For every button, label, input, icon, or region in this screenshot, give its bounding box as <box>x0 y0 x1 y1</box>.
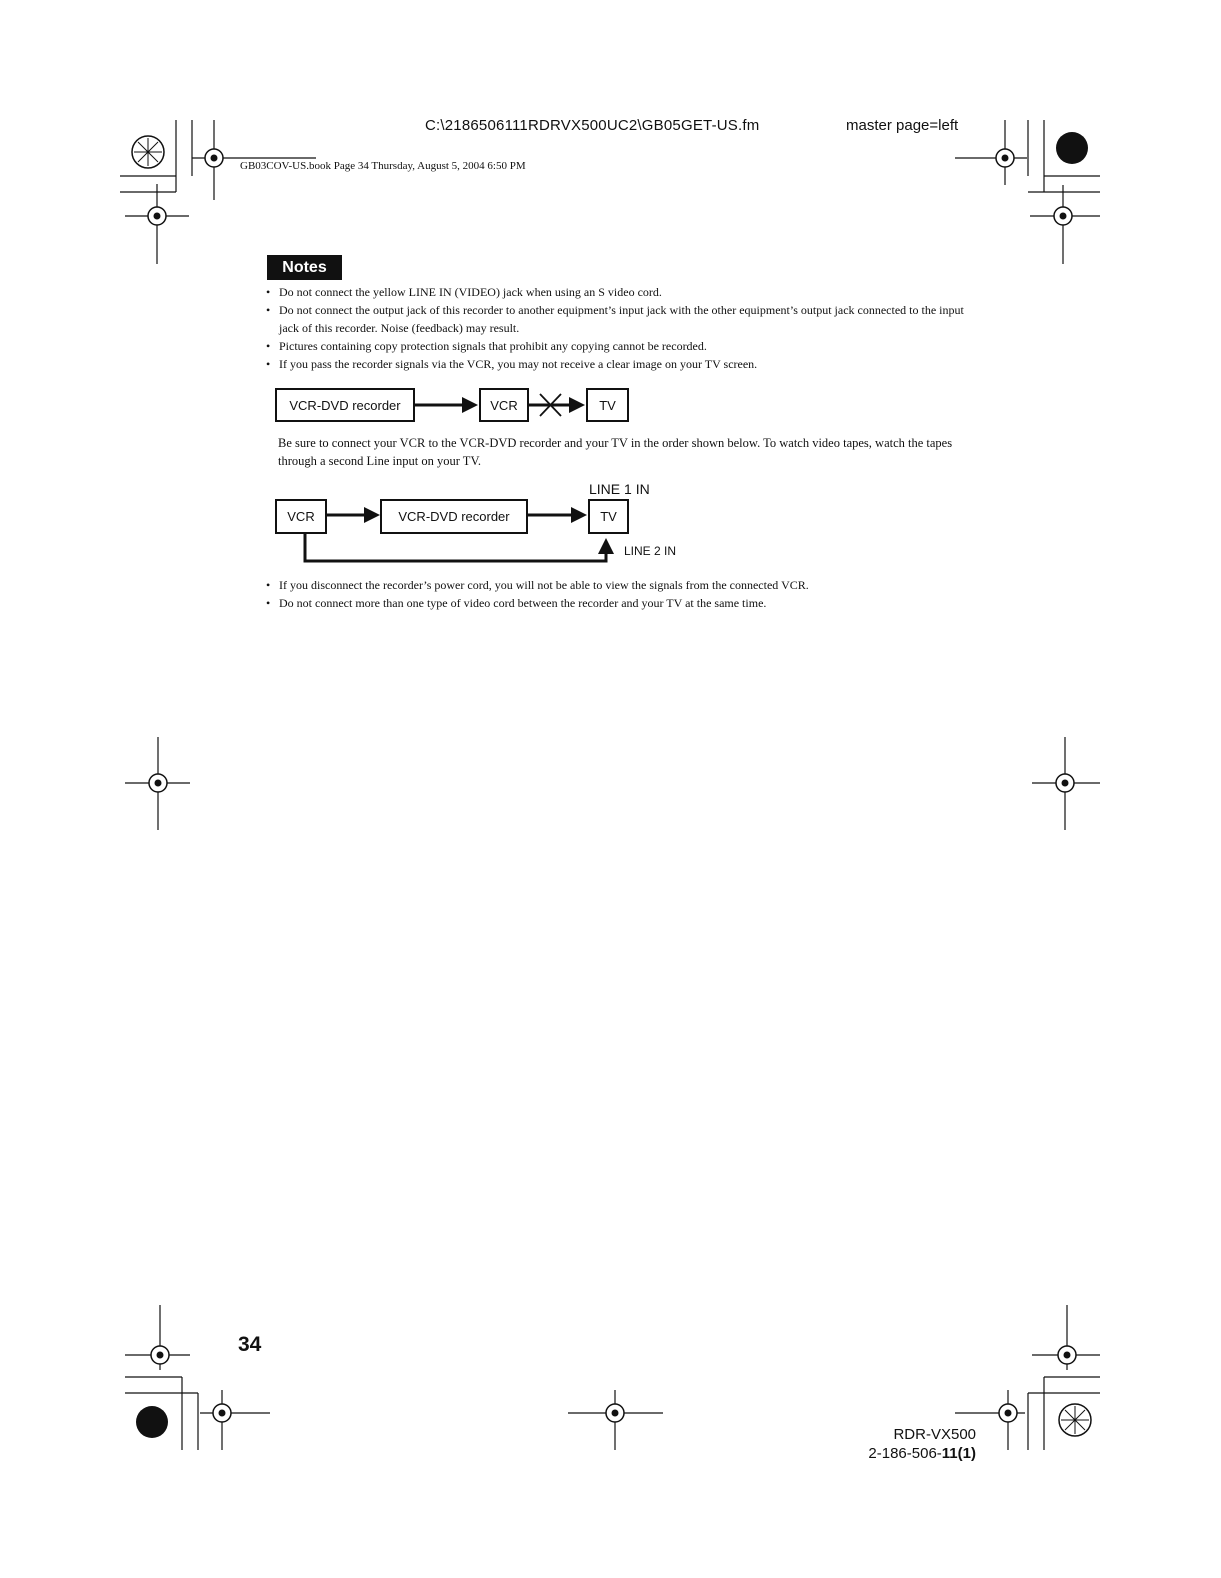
connection-order-paragraph: Be sure to connect your VCR to the VCR-DVD recorder and your TV in the order shown below. To watch video tapes, watch the tapes through a second Line input on your TV. <box>278 436 953 468</box>
note-item: • Do not connect the output jack of this recorder to another equipment’s input jack with the other equipment’s output jack connected to the input jack of this recorder. Noise (feedback) may result. <box>265 301 979 337</box>
line2-in-label: LINE 2 IN <box>624 544 677 558</box>
note-item: • Pictures containing copy protection signals that prohibit any copying cannot be recorded. <box>265 337 979 355</box>
note-item: • Do not connect the yellow LINE IN (VIDEO) jack when using an S video cord. <box>265 283 979 301</box>
diagram2-vcr-box: VCR <box>275 499 327 534</box>
notes-list-bottom <box>265 576 979 612</box>
diagram2-recorder-box: VCR-DVD recorder <box>380 499 528 534</box>
page-number: 34 <box>238 1333 262 1356</box>
header-file-path: C:\2186506111RDRVX500UC2\GB05GET-US.fm <box>425 117 760 134</box>
note-item: • If you pass the recorder signals via the VCR, you may not receive a clear image on your TV screen. <box>265 355 979 373</box>
notes-heading: Notes <box>267 255 342 280</box>
part-number-bold: 11 <box>941 1445 958 1462</box>
line1-in-label: LINE 1 IN <box>589 481 650 497</box>
diagram1-recorder-box: VCR-DVD recorder <box>275 388 415 422</box>
header-master-page: master page=left <box>846 117 959 134</box>
header-book-info: GB03COV-US.book Page 34 Thursday, August 5, 2004 6:50 PM <box>240 160 526 172</box>
diagram1-vcr-box: VCR <box>479 388 529 422</box>
diagram1-tv-box: TV <box>586 388 629 422</box>
note-item: • Do not connect more than one type of video cord between the recorder and your TV at the same time. <box>265 594 979 612</box>
part-number <box>820 1445 976 1462</box>
diagram2-tv-box: TV <box>588 499 629 534</box>
model-number: RDR-VX500 <box>893 1426 976 1443</box>
part-number-suffix: (1) <box>957 1445 976 1462</box>
part-number-prefix: 2-186-506- <box>868 1445 942 1462</box>
note-item: • If you disconnect the recorder’s power cord, you will not be able to view the signals from the connected VCR. <box>265 576 979 594</box>
